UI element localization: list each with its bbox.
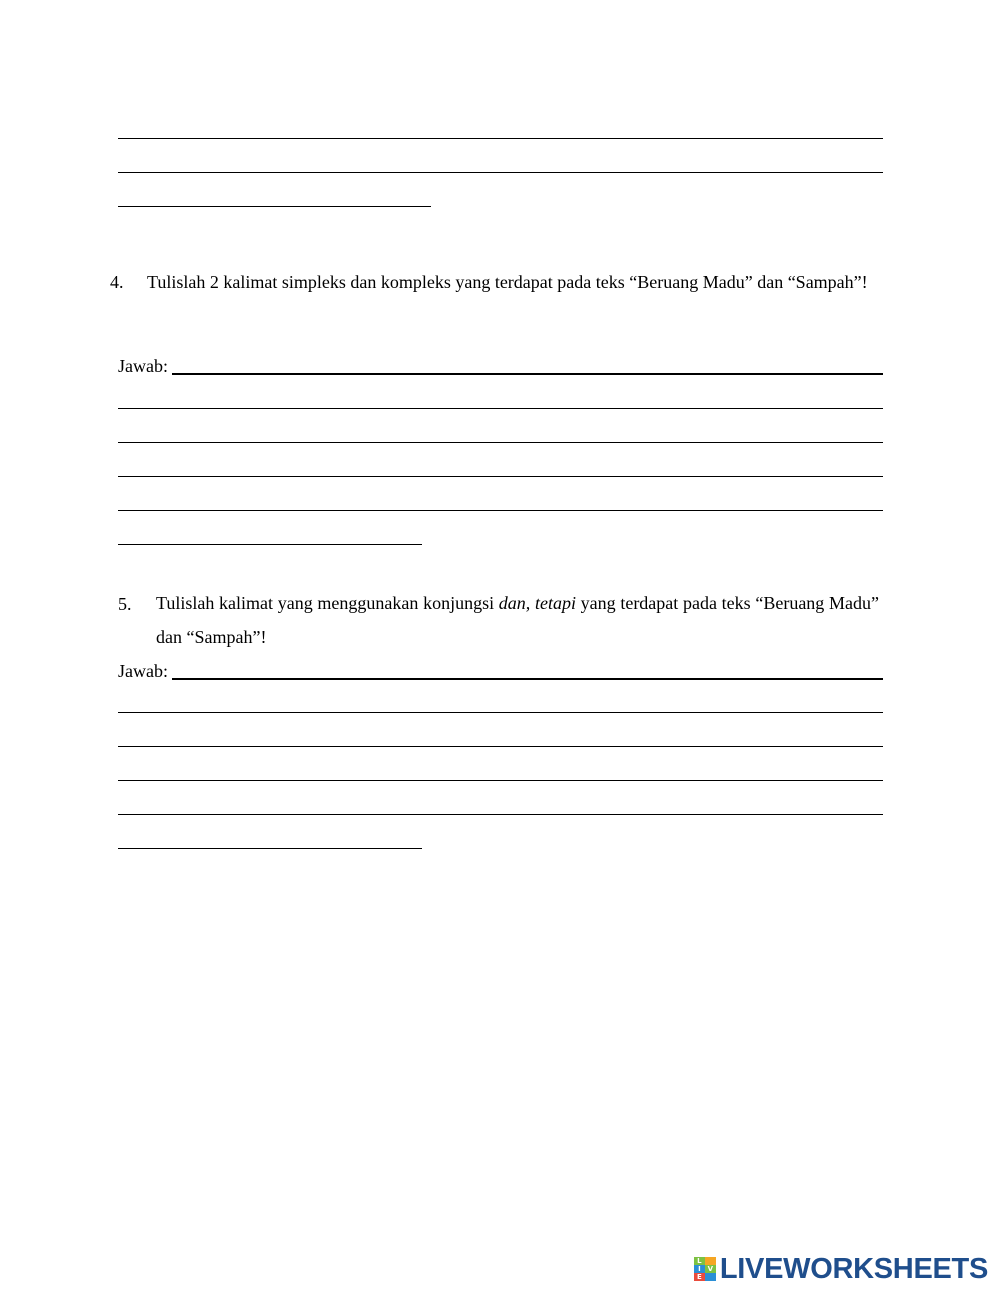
liveworksheets-icon [694, 1257, 716, 1281]
answer-line-short[interactable] [118, 206, 431, 207]
question-4-text: Tulislah 2 kalimat simpleks dan kompleks yang terdapat pada teks “Beruang Madu” dan “Sampah”! [147, 272, 868, 292]
answer-line-short[interactable] [118, 544, 422, 545]
answer-line[interactable] [172, 373, 883, 375]
logo-letter-v: V [705, 1265, 716, 1273]
answer-line[interactable] [118, 408, 883, 409]
answer-line[interactable] [118, 780, 883, 781]
question-5-answer-label: Jawab: [118, 661, 168, 681]
logo-block [705, 1273, 716, 1281]
answer-line[interactable] [172, 678, 883, 680]
question-5-conjunctions: dan, tetapi [498, 593, 576, 613]
answer-line[interactable] [118, 712, 883, 713]
answer-line[interactable] [118, 746, 883, 747]
liveworksheets-wordmark: LIVEWORKSHEETS [719, 1253, 988, 1285]
question-5-text-after: yang terdapat pada teks “Beruang Madu” dan “Sampah”! [156, 593, 879, 647]
answer-line-short[interactable] [118, 848, 422, 849]
question-4-answer-label: Jawab: [118, 356, 168, 376]
question-5-text-before: Tulislah kalimat yang menggunakan konjungsi [156, 593, 499, 613]
liveworksheets-logo [694, 1253, 988, 1285]
logo-letter-e: E [694, 1273, 705, 1281]
logo-block [705, 1257, 716, 1265]
logo-letter-i: I [694, 1265, 705, 1273]
answer-line[interactable] [118, 138, 883, 139]
answer-line[interactable] [118, 172, 883, 173]
answer-line[interactable] [118, 476, 883, 477]
answer-line[interactable] [118, 814, 883, 815]
answer-line[interactable] [118, 442, 883, 443]
question-5-number: 5. [118, 594, 132, 614]
answer-line[interactable] [118, 510, 883, 511]
question-5-text [156, 586, 879, 654]
question-4-number: 4. [110, 272, 124, 292]
logo-letter-l: L [694, 1257, 705, 1265]
